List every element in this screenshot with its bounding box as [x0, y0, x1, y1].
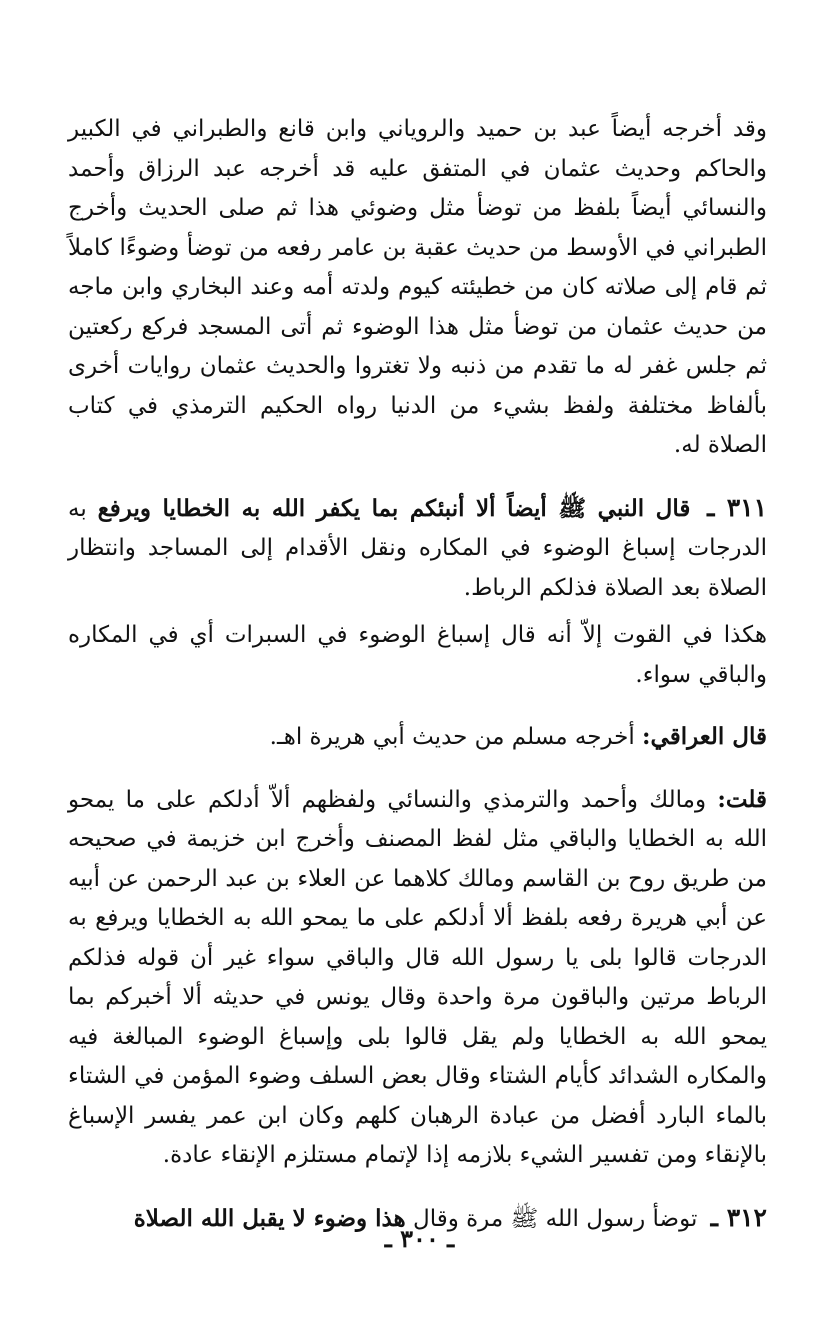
page-number: ـ ٣٠٠ ـ [384, 1224, 455, 1253]
hadith-matn: قال النبي ﷺ أيضاً ألا أنبئكم بما يكفر الله به الخطايا ويرفع [97, 494, 691, 522]
speaker-label: قلت: [717, 785, 768, 813]
hadith-number: ٣١١ ـ [707, 492, 768, 522]
paragraph-hadith-311 [68, 488, 767, 609]
paragraph-text: وقد أخرجه أيضاً عبد بن حميد والروياني وابن قانع والطبراني في الكبير والحاكم وحديث عثمان في المتفق عليه قد أخرجه عبد الرزاق وأحمد والنسائي أيضاً بلفظ من توضأ مثل وضوئي هذا ثم صلى الحديث وأخرج الطبراني في الأوسط من حديث عقبة بن عامر رفعه من توضأ وضوءًا كاملاً ثم قام إلى صلاته كان من خطيئته كيوم ولدته أمه وعند البخاري وابن ماجه من حديث عثمان من توضأ مثل هذا الوضوء ثم أتى المسجد فركع ركعتين ثم جلس غفر له ما تقدم من ذنبه ولا تغتروا والحديث عثمان روايات أخرى بألفاظ مختلفة ولفظ بشيء من الدنيا رواه الحكيم الترمذي في كتاب الصلاة له. [68, 116, 767, 458]
paragraph-text: أخرجه مسلم من حديث أبي هريرة اهـ. [269, 724, 635, 750]
paragraph-text: به الدرجات إسباغ الوضوء في المكاره ونقل الأقدام إلى المساجد وانتظار الصلاة بعد الصلاة فذلكم الرباط. [68, 495, 767, 601]
hadith-number: ٣١٢ ـ [710, 1202, 767, 1232]
paragraph-qut-note [68, 616, 767, 695]
speaker-label: قال العراقي: [642, 723, 767, 750]
paragraph-text: توضأ رسول الله ﷺ مرة وقال [413, 1205, 698, 1232]
paragraph-hadith-sources [68, 110, 767, 466]
hadith-matn: هذا وضوء لا يقبل الله الصلاة [133, 1204, 406, 1232]
paragraph-text: هكذا في القوت إلاّ أنه قال إسباغ الوضوء في السبرات أي في المكاره والباقي سواء. [68, 622, 767, 688]
paragraph-iraqi [68, 717, 767, 758]
paragraph-commentary [68, 780, 767, 1176]
paragraph-text: ومالك وأحمد والترمذي والنسائي ولفظهم ألاّ أدلكم على ما يمحو الله به الخطايا والباقي مثل لفظ المصنف وأخرج ابن خزيمة في صحيحه من طريق روح بن القاسم ومالك كلاهما عن العلاء بن عبد الرحمن عن أبيه عن أبي هريرة رفعه بلفظ ألا أدلكم على ما يمحو الله به الخطايا ويرفع به الدرجات قالوا بلى يا رسول الله قال والباقي سواء غير أن قوله فذلكم الرباط مرتين والباقون مرة واحدة وقال يونس في حديثه ألا أخبركم بما يمحو الله به الخطايا ولم يقل قالوا بلى وإسباغ الوضوء المبالغة فيه والمكاره الشدائد كأيام الشتاء وقال بعض السلف وضوء المؤمن في الشتاء بالماء البارد أفضل من عبادة الرهبان كلهم وكان ابن عمر يفسر الإسباغ بالإنقاء ومن تفسير الشيء بلازمه إذا لإتمام مستلزم الإنقاء عادة. [68, 786, 767, 1168]
